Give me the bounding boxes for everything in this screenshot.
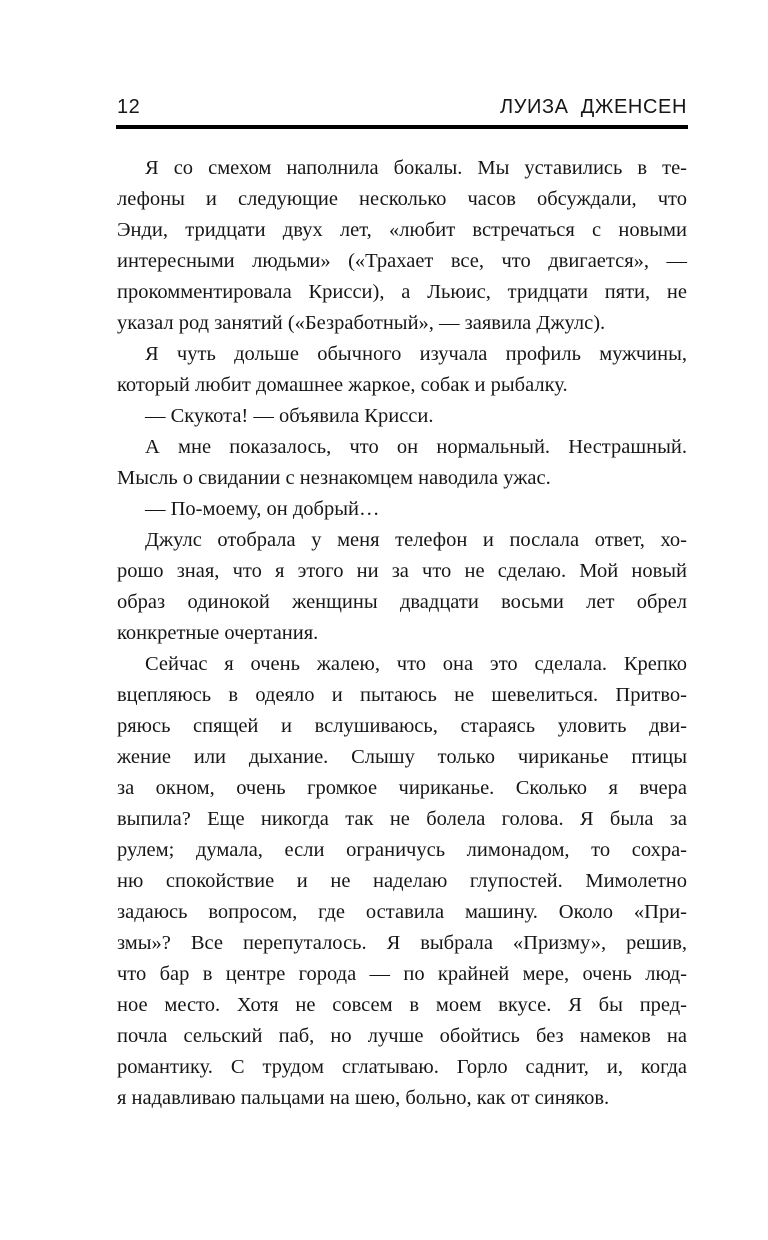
text-line: романтику. С трудом сглатываю. Горло саднит, и, когда: [117, 1056, 687, 1078]
text-line: Джулс отобрала у меня телефон и послала ответ, хо-: [145, 529, 687, 551]
text-line: Я со смехом наполнила бокалы. Мы уставились в те-: [145, 157, 687, 179]
text-line: змы»? Все перепуталось. Я выбрала «Призму», решив,: [117, 932, 687, 954]
text-line: что бар в центре города — по крайней мере, очень люд-: [117, 963, 687, 985]
text-line: ряюсь спящей и вслушиваюсь, стараясь уловить дви-: [117, 715, 687, 737]
running-head-author: ЛУИЗА ДЖЕНСЕН: [499, 96, 687, 118]
paragraph: [117, 153, 687, 339]
text-line: образ одинокой женщины двадцати восьми лет обрел: [117, 591, 687, 613]
running-head: [117, 97, 687, 118]
text-line: интересными людьми» («Трахает все, что двигается», —: [117, 250, 687, 272]
text-line: прокомментировала Крисси), а Льюис, тридцати пяти, не: [117, 281, 687, 303]
text-line: А мне показалось, что он нормальный. Нестрашный.: [145, 436, 687, 458]
text-line: лефоны и следующие несколько часов обсуждали, что: [117, 188, 687, 210]
text-line: почла сельский паб, но лучше обойтись без намеков на: [117, 1025, 687, 1047]
text-line: задаюсь вопросом, где оставила машину. Около «При-: [117, 901, 687, 923]
text-line: я надавливаю пальцами на шею, больно, как от синяков.: [117, 1087, 610, 1109]
text-line: вцепляюсь в одеяло и пытаюсь не шевелиться. Притво-: [117, 684, 687, 706]
text-line: Я чуть дольше обычного изучала профиль мужчины,: [145, 343, 687, 365]
paragraph: [117, 432, 687, 494]
paragraph: [117, 339, 687, 401]
text-line: — Скукота! — объявила Крисси.: [145, 405, 434, 427]
page-number: 12: [117, 96, 141, 118]
body-text: [117, 153, 687, 1114]
text-line: — По-моему, он добрый…: [145, 498, 380, 520]
text-line: Сейчас я очень жалею, что она это сделала. Крепко: [145, 653, 687, 675]
header-rule: [116, 125, 688, 129]
text-line: выпила? Еще никогда так не болела голова. Я была за: [117, 808, 687, 830]
text-line: Энди, тридцати двух лет, «любит встречаться с новыми: [117, 219, 687, 241]
text-line: рулем; думала, если ограничусь лимонадом, то сохра-: [117, 839, 687, 861]
text-line: ню спокойствие и не наделаю глупостей. Мимолетно: [117, 870, 687, 892]
text-line: рошо зная, что я этого ни за что не сделаю. Мой новый: [117, 560, 687, 582]
text-line: за окном, очень громкое чириканье. Сколько я вчера: [117, 777, 687, 799]
text-line: который любит домашнее жаркое, собак и рыбалку.: [117, 374, 568, 396]
text-line: указал род занятий («Безработный», — заявила Джулс).: [117, 312, 606, 334]
text-line: ное место. Хотя не совсем в моем вкусе. Я бы пред-: [117, 994, 687, 1016]
paragraph: [117, 401, 687, 432]
text-line: Мысль о свидании с незнакомцем наводила ужас.: [117, 467, 551, 489]
paragraph: [117, 525, 687, 649]
text-line: конкретные очертания.: [117, 622, 319, 644]
paragraph: [117, 649, 687, 1114]
paragraph: [117, 494, 687, 525]
text-line: жение или дыхание. Слышу только чириканье птицы: [117, 746, 687, 768]
